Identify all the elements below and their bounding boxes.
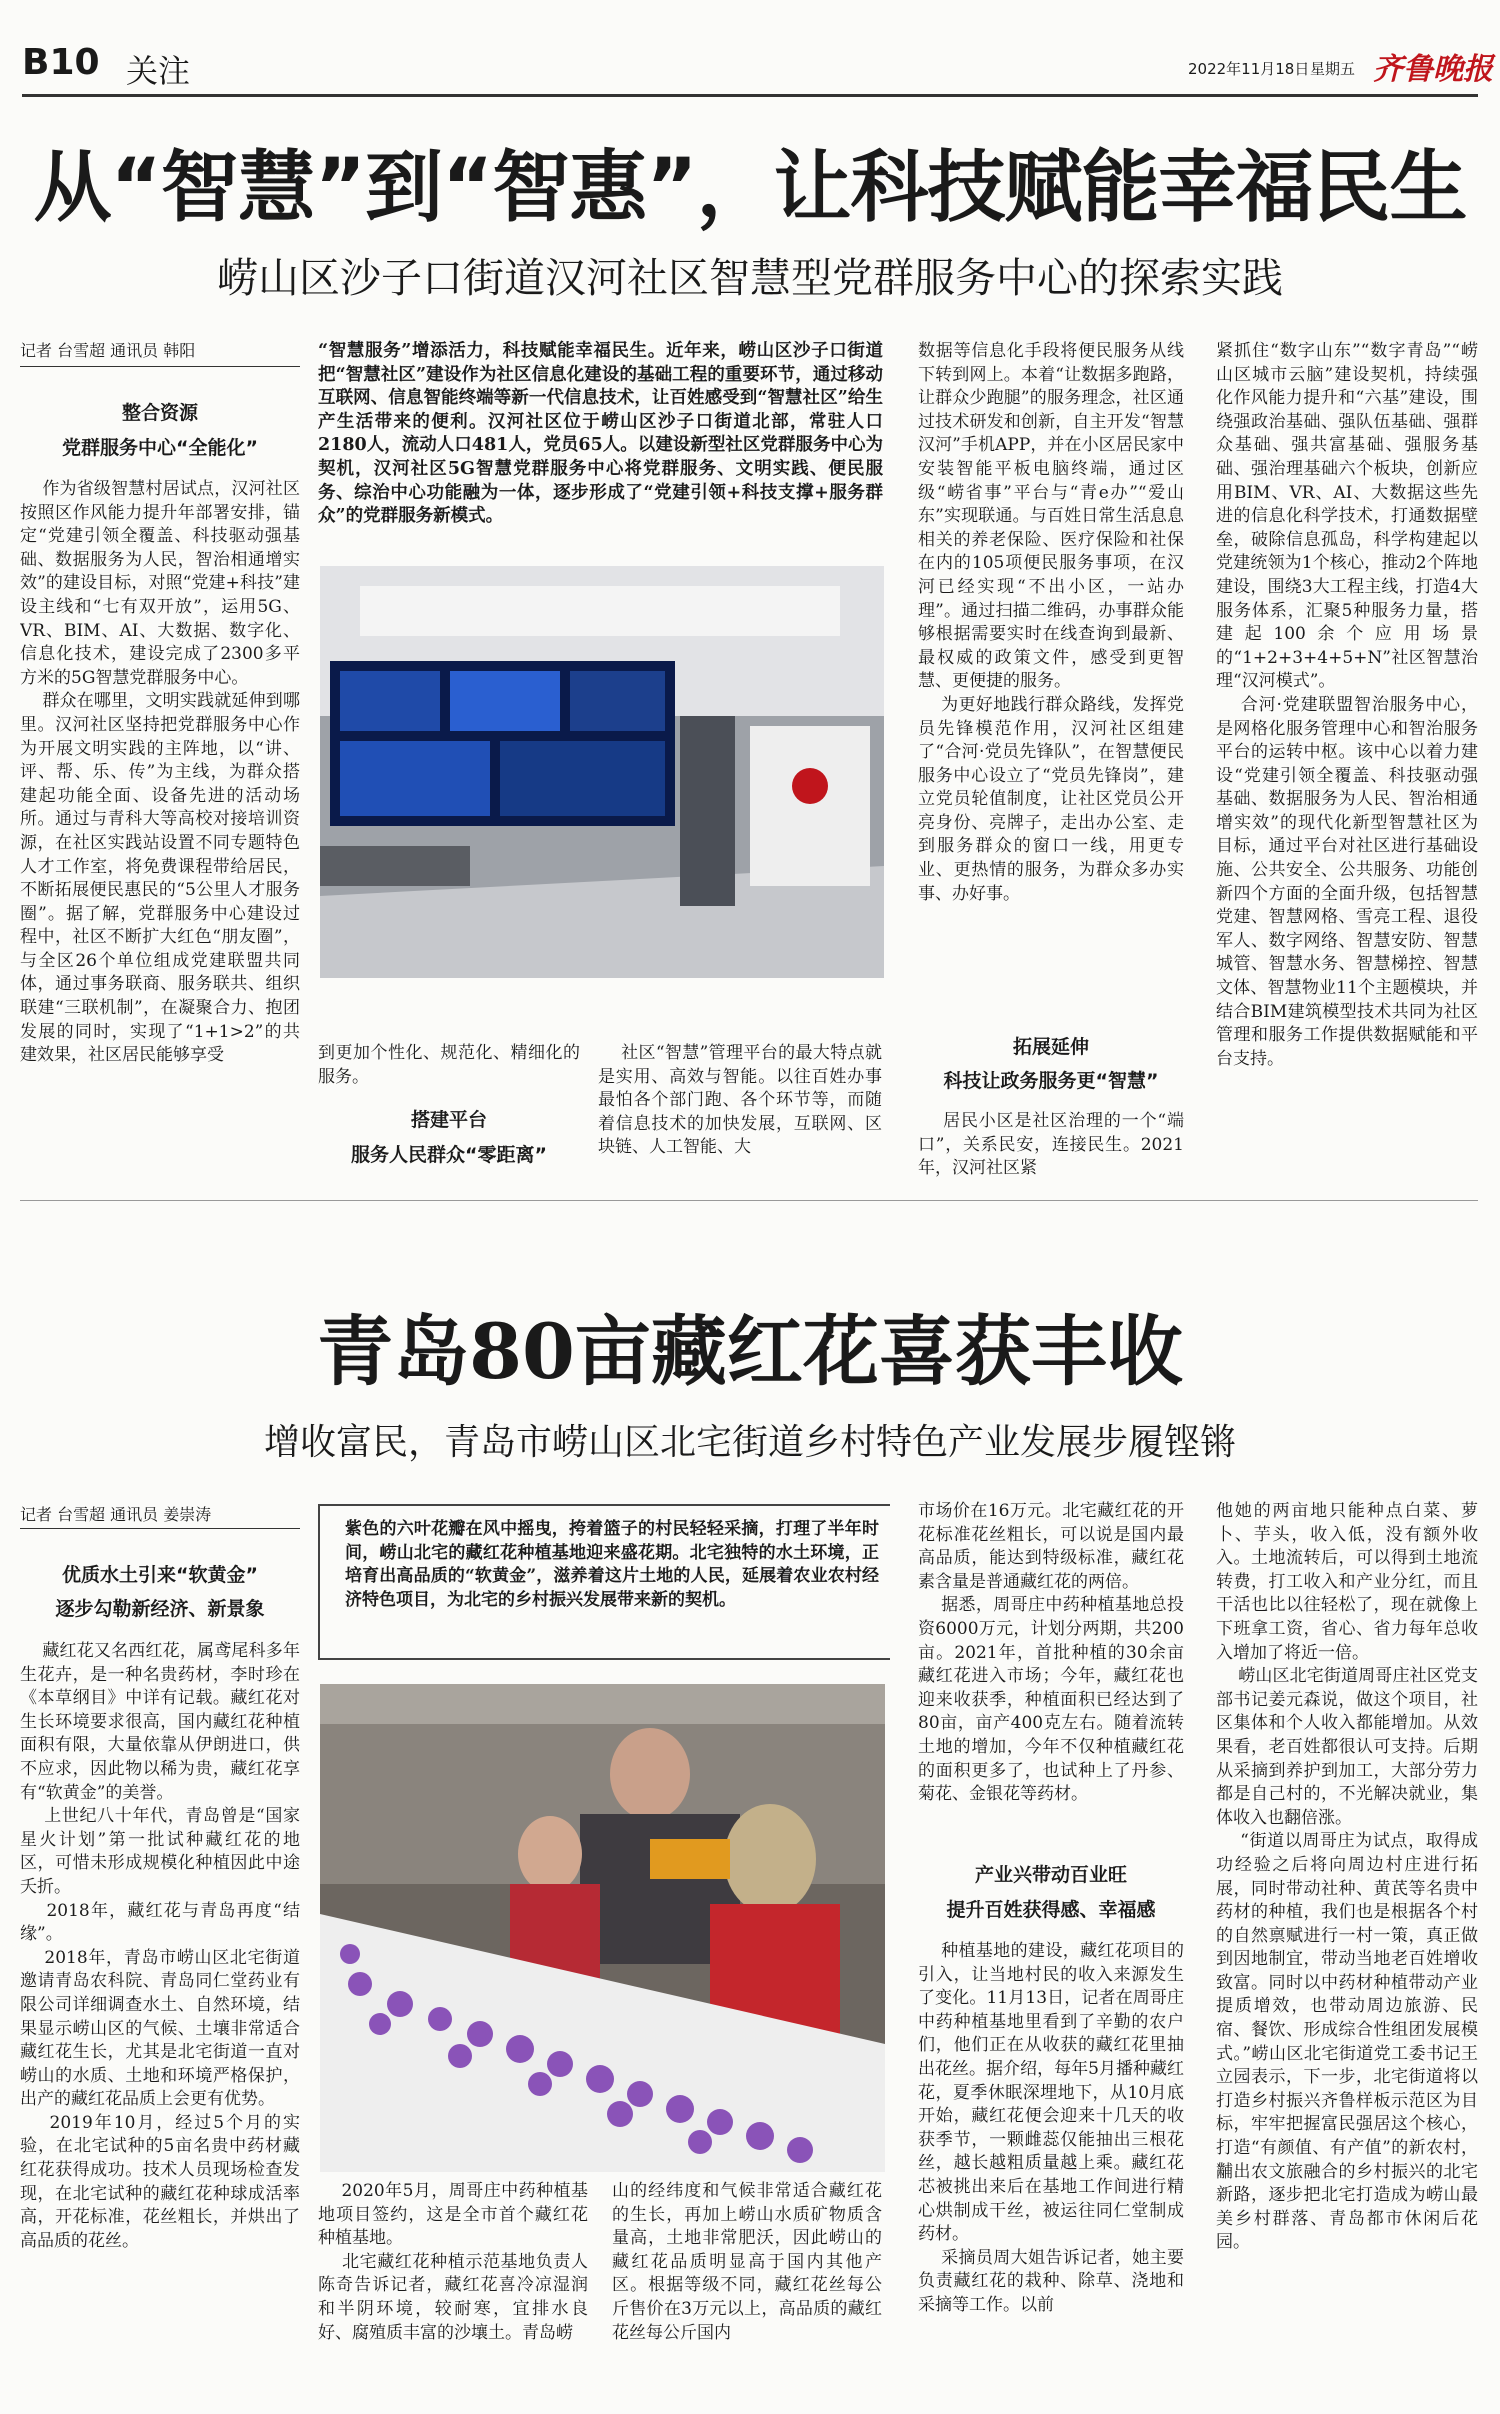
article2-subhead1-line2: 逐步勾勒新经济、新景象: [55, 1598, 265, 1620]
article2-column2-bottom: 2020年5月，周哥庄中药种植基地项目签约，这是全市首个藏红花种植基地。 北宅藏红花种植示范基地负责人陈奇告诉记者，藏红花喜冷凉湿润和半阴环境，较耐寒，宜排水良好、腐殖质丰富的沙壤土。青岛崂: [318, 2181, 588, 2343]
service-center-illustration: [320, 566, 884, 978]
service-center-photo: [320, 566, 884, 978]
article1-column3-bottom: 社区“智慧”管理平台的最大特点就是实用、高效与智能。以往百姓办事最怕各个部门跑、各个环节等，而随着信息技术的加快发展，互联网、区块链、人工智能、大: [598, 1043, 882, 1158]
section-name: 关注: [126, 52, 191, 90]
article1-subhead2-line1: 搭建平台: [410, 1109, 487, 1131]
article1-column1: 作为省级智慧村居试点，汉河社区按照区作风能力提升年部署安排，锚定“党建引领全覆盖、科技驱动强基础、数据服务为人民，智治相通增实效”的建设目标，对照“党建+科技”建设主线和“七有双开放”，运用5G、VR、BIM、AI、大数据、数字化、信息化技术，建设完成了2300多平方米的5G智慧党群服务中心。 群众在哪里，文明实践就延伸到哪里。汉河社区坚持把党群服务中心作为开展文明实践的主阵地，以“讲、评、帮、乐、传”为主线，为群众搭建起功能全面、设备先进的活动场所。通过与青科大等高校对接培训资源，在社区实践站设置不同专题特色人才工作室，将免费课程带给居民，不断拓展便民惠民的“5公里人才服务圈”。据了解，党群服务中心建设过程中，社区不断扩大红色“朋友圈”，与全区26个单位组成党建联盟共同体，通过事务联商、服务联共、组织联建“三联机制”，在凝聚合力、抱团发展的同时，实现了“1+1>2”的共建效果，社区居民能够享受: [20, 479, 300, 1066]
saffron-harvest-illustration: [320, 1684, 885, 2172]
header-rule: [22, 94, 1478, 97]
article2-subtitle: 增收富民，青岛市崂山区北宅街道乡村特色产业发展步履铿锵: [263, 1422, 1236, 1463]
article2-subhead1-line1: 优质水土引来“软黄金”: [62, 1564, 258, 1586]
article1-column4-bottom: 居民小区是社区治理的一个“端口”，关系民安，连接民生。2021年，汉河社区紧: [918, 1111, 1184, 1179]
byline-rule: [20, 366, 300, 367]
article2-lead: 紫色的六叶花瓣在风中摇曳，挎着篮子的村民轻轻采摘，打理了半年时间，崂山北宅的藏红花种植基地迎来盛花期。北宅独特的水土环境，正培育出高品质的“软黄金”，滋养着这片土地的人民，延展着农业农村经济特色项目，为北宅的乡村振兴发展带来新的契机。: [345, 1519, 879, 1610]
article1-column4: 数据等信息化手段将便民服务从线下转到网上。本着“让数据多跑路，让群众少跑腿”的服务理念，社区通过技术研发和创新，自主开发“智慧汉河”手机APP，并在小区居民家中安装智能平板电脑终端，通过区级“崂省事”平台与“青e办”“爱山东”实现联通。与百姓日常生活息息相关的养老保险、医疗保险和社保在内的105项便民服务事项，在汉河已经实现“不出小区，一站办理”。通过扫描二维码，办事群众能够根据需要实时在线查询到最新、最权威的政策文件，感受到更智慧、更便捷的服务。 为更好地践行群众路线，发挥党员先锋模范作用，汉河社区组建了“合河·党员先锋队”，在智慧便民服务中心设立了“党员先锋岗”，建立党员轮值制度，让社区党员公开亮身份、亮牌子，走出办公室、走到服务群众的窗口一线，用更专业、更热情的服务，为群众多办实事、办好事。: [918, 341, 1184, 904]
article2-column1: 藏红花又名西红花，属鸢尾科多年生花卉，是一种名贵药材，李时珍在《本草纲目》中详有记载。藏红花对生长环境要求很高，国内藏红花种植面积有限，大量依靠从伊朗进口，供不应求，因此物以稀为贵，藏红花享有“软黄金”的美誉。 上世纪八十年代，青岛曾是“国家星火计划”第一批试种藏红花的地区，可惜未形成规模化种植因此中途夭折。 2018年，藏红花与青岛再度“结缘”。 2018年，青岛市崂山区北宅街道邀请青岛农科院、青岛同仁堂药业有限公司详细调查水土、自然环境，结果显示崂山区的气候、土壤非常适合藏红花生长，尤其是北宅街道一直对崂山的水质、土地和环境严格保护，出产的藏红花品质上会更有优势。 2019年10月，经过5个月的实验，在北宅试种的5亩名贵中药材藏红花获得成功。技术人员现场检查发现，在北宅试种的藏红花种球成活率高，开花标准，花丝粗长，并烘出了高品质的花丝。: [20, 1641, 300, 2251]
article1-column5: 紧抓住“数字山东”“数字青岛”“崂山区城市云脑”建设契机，持续强化作风能力提升和“六基”建设，围绕强政治基础、强队伍基础、强群众基础、强共富基础、强服务基础、强治理基础六个板块，创新应用BIM、VR、AI、大数据这些先进的信息化科学技术，打通数据壁垒，破除信息孤岛，科学构建起以党建统领为1个核心，推动2个阵地建设，围绕3大工程主线，打造4大服务体系，汇聚5种服务力量，搭建起100余个应用场景的“1+2+3+4+5+N”社区智慧治理“汉河模式”。 合河·党建联盟智治服务中心，是网格化服务管理中心和智治服务平台的运转中枢。该中心以着力建设“党建引领全覆盖、科技驱动强基础、数据服务为人民、智治相通增实效”的现代化新型智慧社区为目标，通过平台对社区进行基础设施、公共安全、公共服务、功能创新四个方面的全面升级，包括智慧党建、智慧网格、雪亮工程、退役军人、数字网络、智慧安防、智慧城管、智慧水务、智慧梯控、智慧文体、智慧物业11个主题模块，并结合BIM建筑模型技术共同为社区管理和服务工作提供数据赋能和平台支持。: [1216, 341, 1478, 1069]
article2-title: 青岛80亩藏红花喜获丰收: [317, 1307, 1183, 1396]
byline2-rule: [20, 1528, 300, 1529]
article1-byline: 记者 台雪超 通讯员 韩阳: [20, 341, 196, 360]
article2-column4: 市场价在16万元。北宅藏红花的开花标准花丝粗长，可以说是国内最高品质，能达到特级标准，藏红花素含量是普通藏红花的两倍。 据悉，周哥庄中药种植基地总投资6000万元，计划分两期，共200亩。2021年，首批种植的30余亩藏红花进入市场；今年，藏红花也迎来收获季，种植面积已经达到了80亩，亩产400克左右。随着流转土地的增加，今年不仅种植藏红花的面积更多了，也试种上了丹参、菊花、金银花等药材。: [918, 1501, 1184, 1805]
issue-date: 2022年11月18日: [1188, 60, 1310, 78]
article-separator: [20, 1200, 1478, 1201]
article1-subhead1-line2: 党群服务中心“全能化”: [62, 437, 258, 459]
article2-column3-bottom: 山的经纬度和气候非常适合藏红花的生长，再加上崂山水质矿物质含量高，土地非常肥沃，因此崂山的藏红花品质明显高于国内其他产区。根据等级不同，藏红花丝每公斤售价在3万元以上，高品质的藏红花丝每公斤国内: [612, 2181, 882, 2343]
article1-subhead1-line1: 整合资源: [121, 402, 198, 424]
article1-subhead2-line2: 服务人民群众“零距离”: [351, 1144, 547, 1166]
article1-lead: “智慧服务”增添活力，科技赋能幸福民生。近年来，崂山区沙子口街道把“智慧社区”建设作为社区信息化建设的基础工程的重要环节，通过移动互联网、信息智能终端等新一代信息技术，让百姓感受到“智慧社区”给生产生活带来的便利。汉河社区位于崂山区沙子口街道北部，常驻人口2180人，流动人口481人，党员65人。以建设新型社区党群服务中心为契机，汉河社区5G智慧党群服务中心将党群服务、文明实践、便民服务、综治中心功能融为一体，逐步形成了“党建引领+科技支撑+服务群众”的党群服务新模式。: [318, 341, 883, 527]
article2-column5: 他她的两亩地只能种点白菜、萝卜、芋头，收入低，没有额外收入。土地流转后，可以得到土地流转费，打工收入和产业分红，而且干活也比以往轻松了，现在就像上下班拿工资，省心、省力每年总收入增加了将近一倍。 崂山区北宅街道周哥庄社区党支部书记姜元森说，做这个项目，社区集体和个人收入都能增加。从效果看，老百姓都很认可支持。后期从采摘到养护到加工，大部分劳力都是自己村的，不光解决就业，集体收入也翻倍涨。 “街道以周哥庄为试点，取得成功经验之后将向周边村庄进行拓展，同时带动社种、黄芪等名贵中药材的种植，我们也是根据各个村的自然禀赋进行一村一策，真正做到因地制宜，带动当地老百姓增收致富。同时以中药材种植带动产业提质增效，也带动周边旅游、民宿、餐饮、形成综合性组团发展模式。”崂山区北宅街道党工委书记王立园表示，下一步，北宅街道将以打造乡村振兴齐鲁样板示范区为目标，牢牢把握富民强居这个核心，打造“有颜值、有产值”的新农村，黼出农文旅融合的乡村振兴的北宅新路，逐步把北宅打造成为崂山最美乡村群落、青岛都市休闲后花园。: [1216, 1501, 1478, 2253]
article1-title: 从“智慧”到“智惠”，让科技赋能幸福民生: [33, 143, 1467, 233]
article2-subhead2-line2: 提升百姓获得感、幸福感: [946, 1899, 1156, 1921]
article1-column2-tail: 到更加个性化、规范化、精细化的服务。: [318, 1043, 580, 1087]
article1-subhead3-line1: 拓展延伸: [1012, 1036, 1089, 1058]
article1-subhead3-line2: 科技让政务服务更“智慧”: [943, 1070, 1159, 1092]
page-number: B10: [22, 42, 100, 83]
article2-column4-after: 种植基地的建设，藏红花项目的引入，让当地村民的收入来源发生了变化。11月13日，记者在周哥庄中药种植基地里看到了辛勤的农户们，他们正在从收获的藏红花里抽出花丝。据介绍，每年5月播种藏红花，夏季休眠深埋地下，从10月底开始，藏红花便会迎来十几天的收获季节，一颗雌蕊仅能抽出三根花丝，越长越粗质量越上乘。藏红花芯被挑出来后在基地工作间进行精心烘制成干丝，被运往同仁堂制成药材。 采摘员周大姐告诉记者，她主要负责藏红花的栽种、除草、浇地和采摘等工作。以前: [918, 1941, 1184, 2315]
issue-weekday: 星期五: [1310, 60, 1356, 78]
article2-byline: 记者 台雪超 通讯员 姜崇涛: [20, 1505, 212, 1524]
saffron-harvest-photo: [320, 1684, 885, 2172]
paper-logo: 齐鲁晚报: [1373, 52, 1493, 87]
article2-subhead2-line1: 产业兴带动百业旺: [974, 1864, 1127, 1886]
article1-subtitle: 崂山区沙子口街道汉河社区智慧型党群服务中心的探索实践: [217, 254, 1283, 302]
